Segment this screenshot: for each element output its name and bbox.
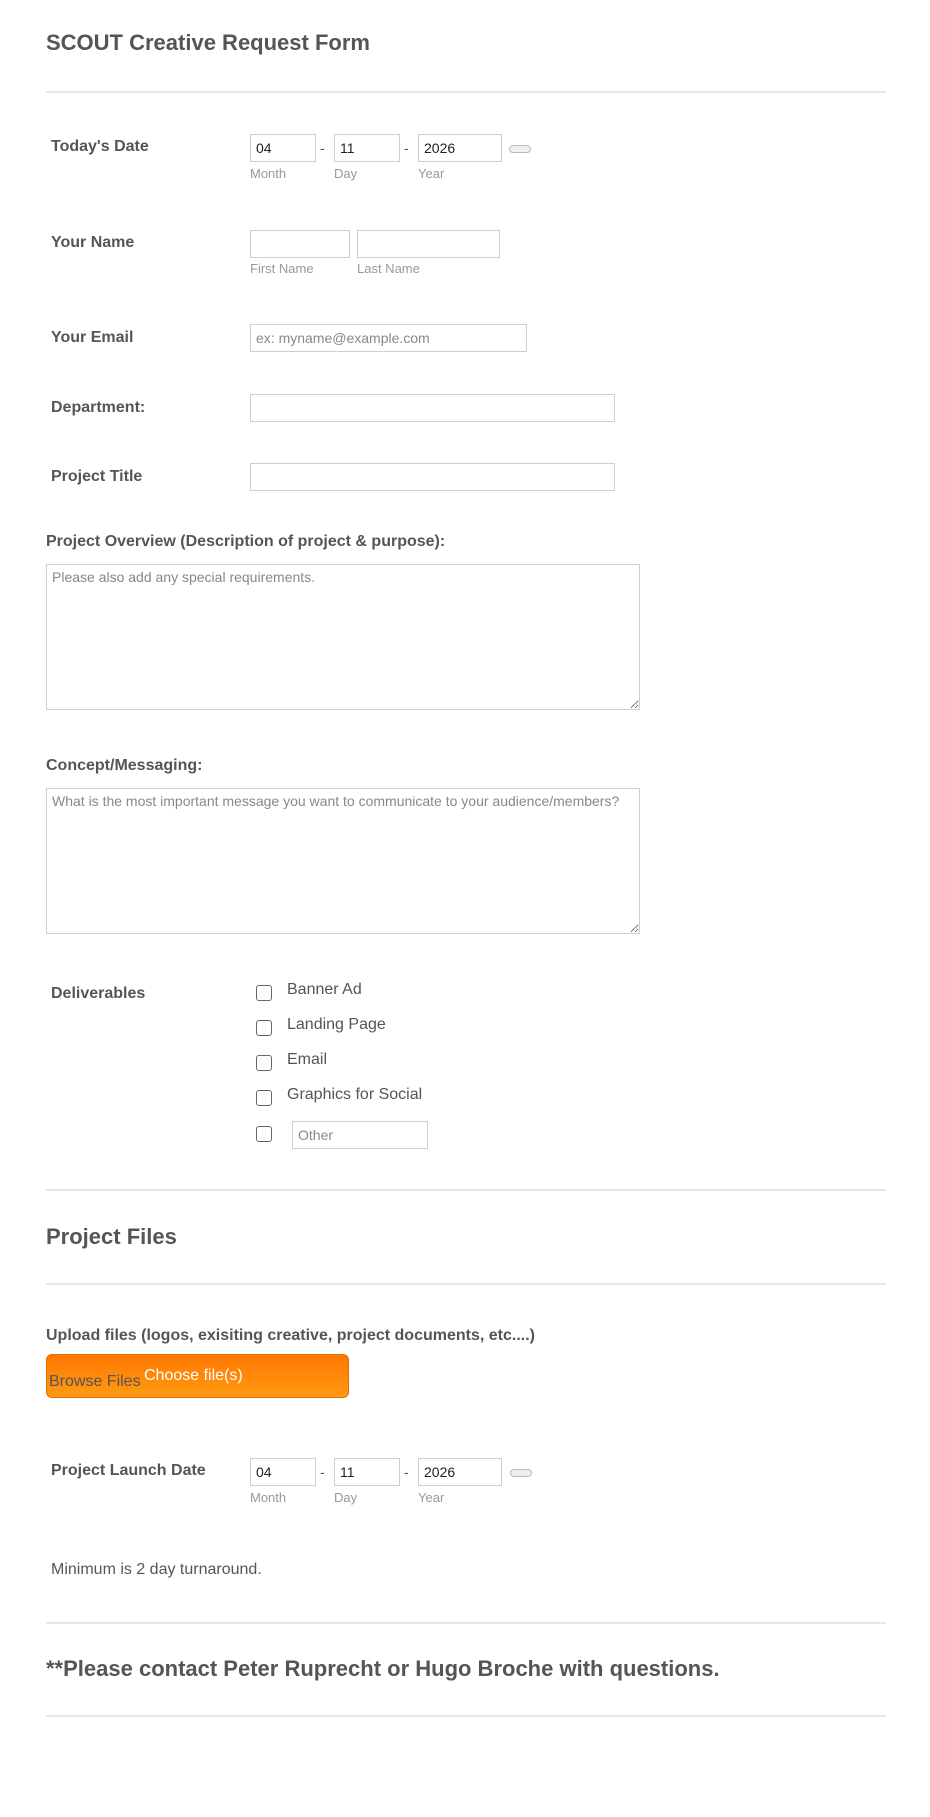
calendar-icon[interactable] [509,145,531,153]
first-name-input[interactable] [250,230,350,258]
date-separator: - [320,140,325,156]
department-label: Department: [51,399,146,416]
divider [46,1622,886,1624]
month-sublabel: Month [250,1490,287,1505]
first-name-sublabel: First Name [250,261,314,276]
choose-files-button[interactable] [46,1354,349,1398]
calendar-icon[interactable] [510,1469,532,1477]
contact-note: **Please contact Peter Ruprecht or Hugo Broche with questions. [46,1656,720,1681]
todays-date-year-input[interactable] [418,134,502,162]
email-input[interactable] [250,324,527,352]
form-title: SCOUT Creative Request Form [46,30,370,55]
concept-messaging-textarea[interactable] [46,788,640,934]
project-title-input[interactable] [250,463,615,491]
landing-page-checkbox[interactable] [256,1020,272,1036]
concept-messaging-label: Concept/Messaging: [46,757,203,774]
other-checkbox[interactable] [256,1126,272,1142]
todays-date-day-input[interactable] [334,134,400,162]
month-sublabel: Month [250,166,287,181]
divider [46,91,886,93]
your-email-label: Your Email [51,329,134,346]
choose-files-text: Choose file(s) [144,1367,243,1384]
browse-files-text: Browse Files [49,1373,141,1390]
day-sublabel: Day [334,1490,358,1505]
todays-date-month-input[interactable] [250,134,316,162]
project-overview-textarea[interactable] [46,564,640,710]
deliverables-label: Deliverables [51,985,146,1002]
your-name-label: Your Name [51,234,135,251]
email-checkbox[interactable] [256,1055,272,1071]
divider [46,1715,886,1717]
last-name-sublabel: Last Name [357,261,420,276]
divider [46,1283,886,1285]
date-separator: - [320,1464,325,1480]
graphics-for-social-checkbox[interactable] [256,1090,272,1106]
launch-date-day-input[interactable] [334,1458,400,1486]
graphics-for-social-label: Graphics for Social [287,1086,423,1103]
project-files-heading: Project Files [46,1224,177,1249]
project-launch-date-label: Project Launch Date [51,1462,206,1479]
project-title-label: Project Title [51,468,143,485]
last-name-input[interactable] [357,230,500,258]
date-separator: - [404,1464,409,1480]
launch-date-year-input[interactable] [418,1458,502,1486]
other-input[interactable] [292,1121,428,1149]
todays-date-label: Today's Date [51,138,149,155]
year-sublabel: Year [418,166,445,181]
turnaround-note: Minimum is 2 day turnaround. [51,1561,262,1578]
department-input[interactable] [250,394,615,422]
banner-ad-checkbox[interactable] [256,985,272,1001]
email-option-label: Email [287,1051,328,1068]
upload-files-label: Upload files (logos, exisiting creative, project documents, etc....) [46,1327,535,1344]
banner-ad-label: Banner Ad [287,981,362,998]
divider [46,1189,886,1191]
launch-date-month-input[interactable] [250,1458,316,1486]
date-separator: - [404,140,409,156]
year-sublabel: Year [418,1490,445,1505]
project-overview-label: Project Overview (Description of project & purpose): [46,533,446,550]
day-sublabel: Day [334,166,358,181]
landing-page-label: Landing Page [287,1016,386,1033]
